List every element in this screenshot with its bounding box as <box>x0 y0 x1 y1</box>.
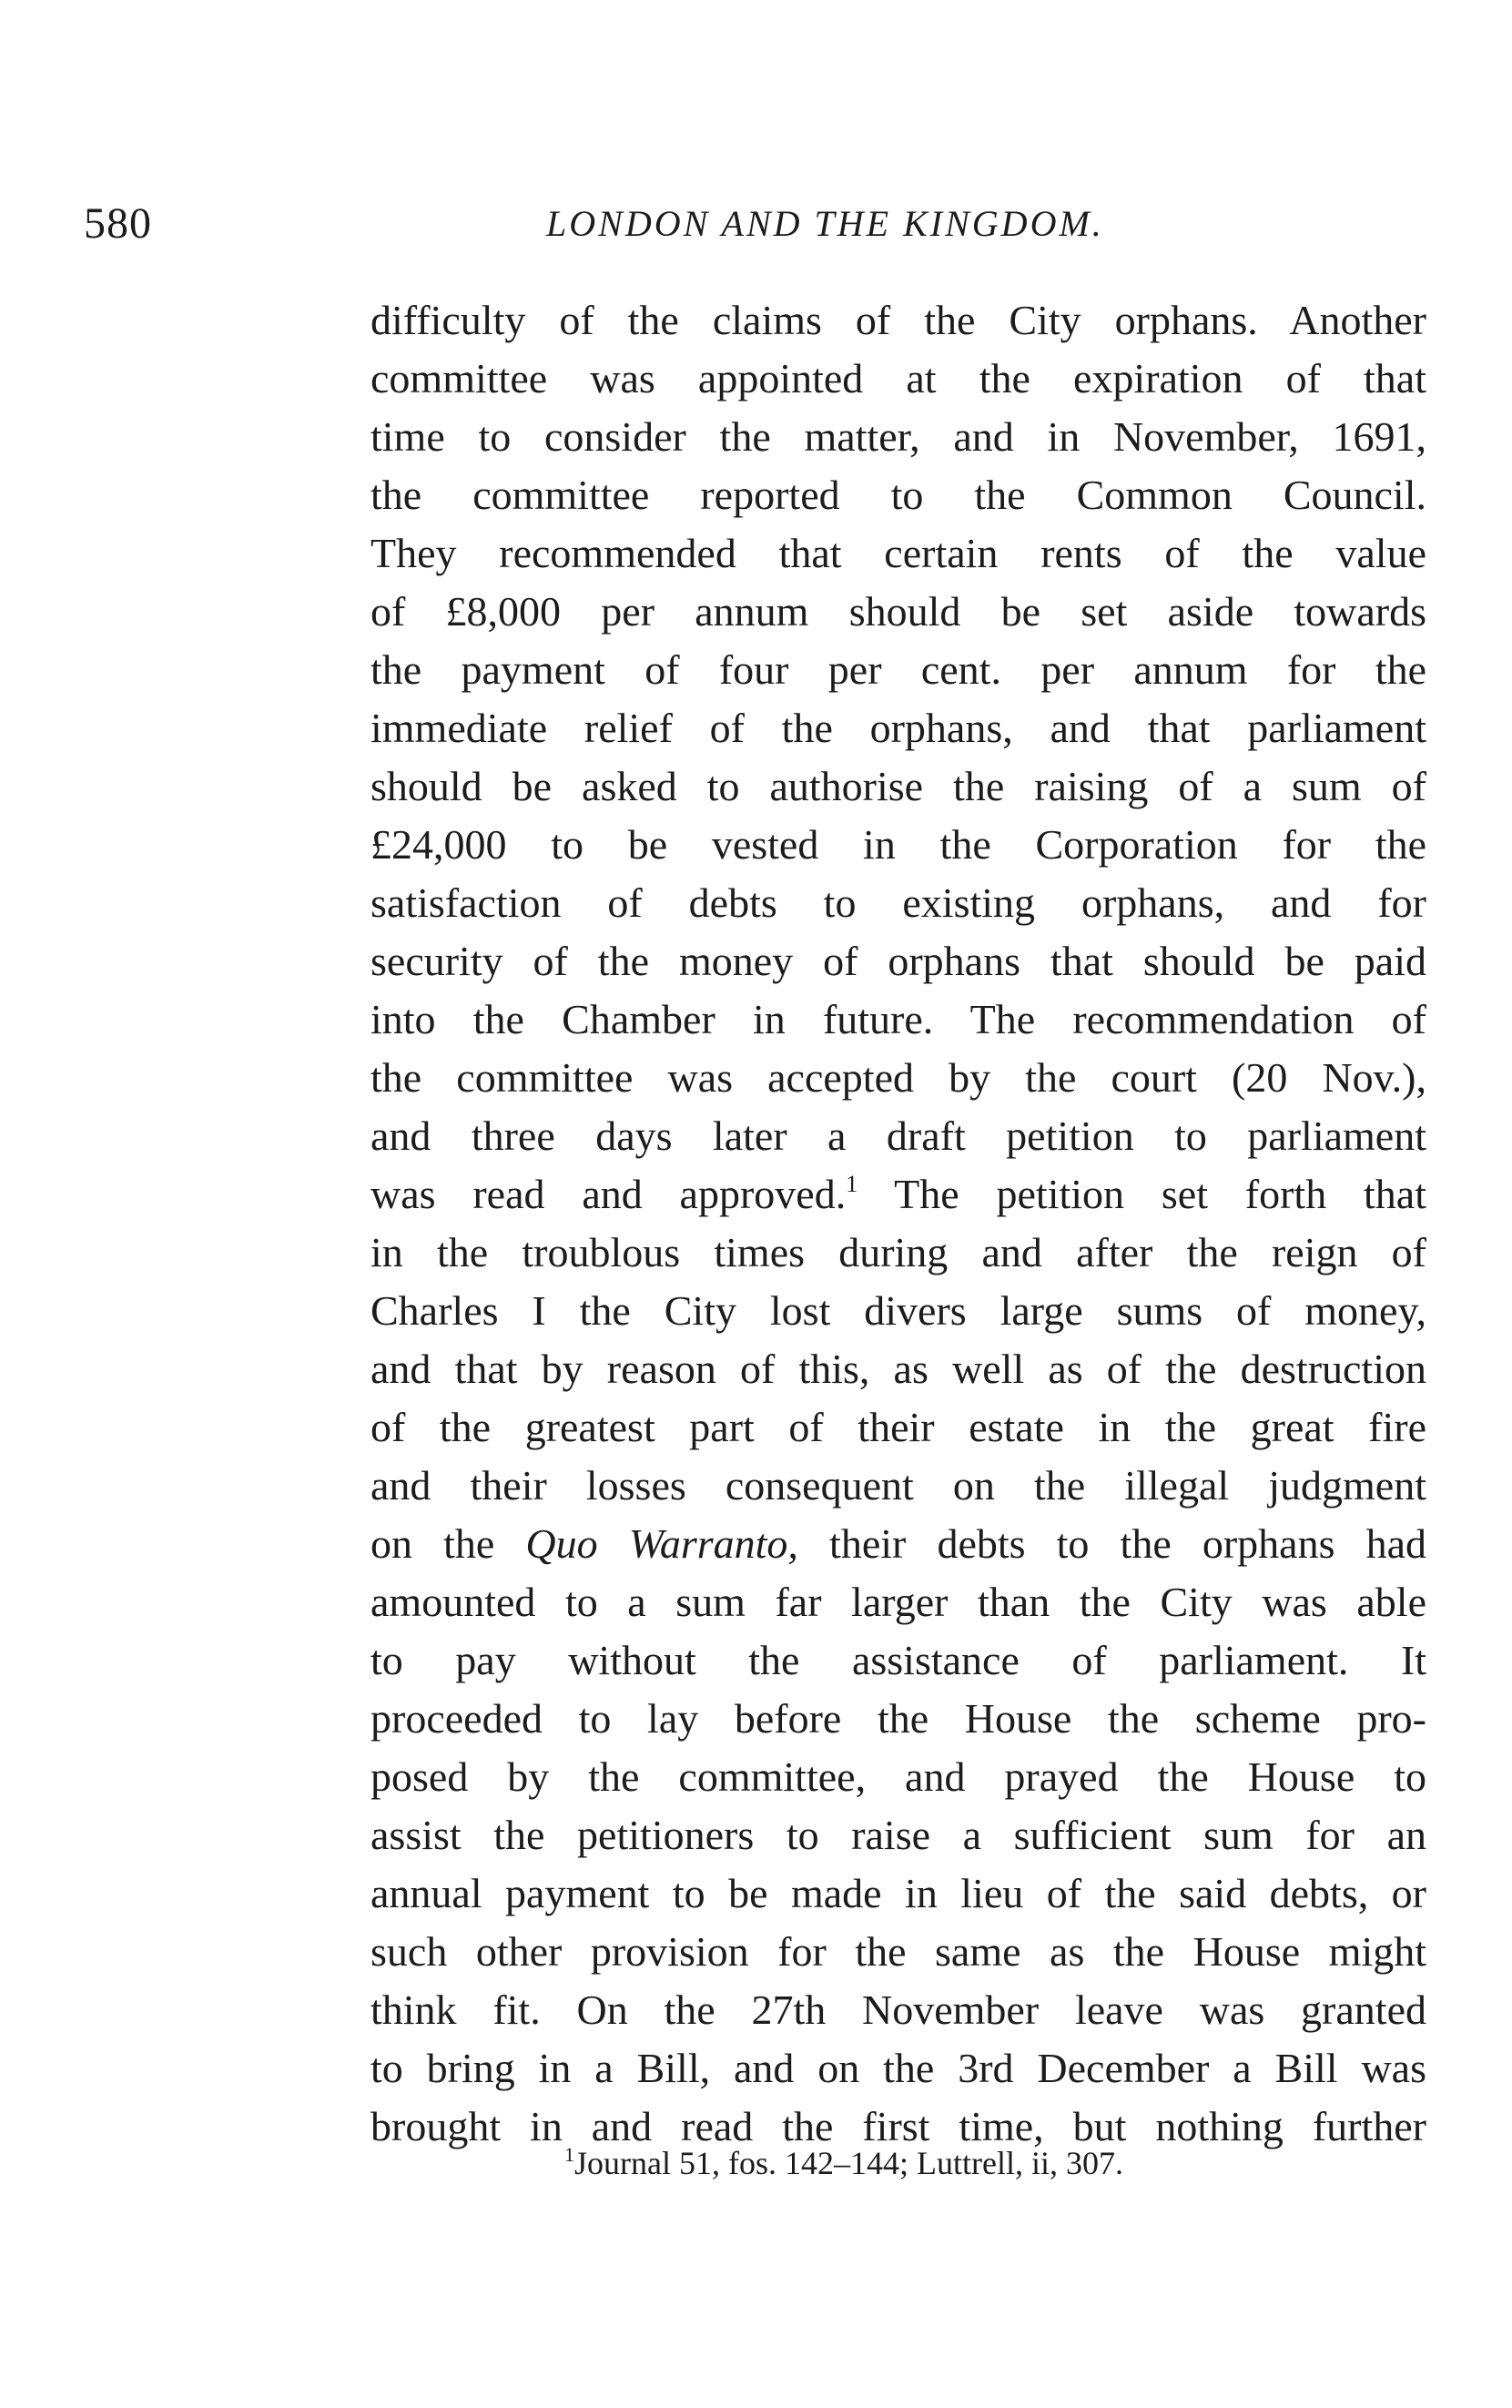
line-head: was read and approved. <box>370 1171 847 1217</box>
text-line: the committee was accepted by the court (20 Nov.), <box>370 1054 1426 1101</box>
text-line: proceeded to lay before the House the scheme pro- <box>370 1695 1426 1742</box>
footnote-reference[interactable]: 1 <box>846 1171 858 1197</box>
text-line: Charles I the City lost divers large sums of money, <box>370 1287 1426 1334</box>
text-line: and their losses consequent on the illegal judgment <box>370 1462 1426 1509</box>
running-title: LONDON AND THE KINGDOM. <box>546 203 1104 244</box>
text-line: They recommended that certain rents of the value <box>370 530 1426 576</box>
text-line: annual payment to be made in lieu of the said debts, or <box>370 1870 1426 1916</box>
text-line: of £8,000 per annum should be set aside towards <box>370 588 1426 635</box>
text-line: posed by the committee, and prayed the House to <box>370 1753 1426 1800</box>
footnote <box>564 2143 1123 2181</box>
text-line: to pay without the assistance of parliament. It <box>370 1637 1426 1683</box>
text-line: in the troublous times during and after the reign of <box>370 1229 1426 1275</box>
text-line: the committee reported to the Common Council. <box>370 472 1426 518</box>
line-tail: The petition set forth that <box>857 1171 1426 1217</box>
text-line: amounted to a sum far larger than the City was able <box>370 1579 1426 1625</box>
text-line: time to consider the matter, and in November, 1691, <box>370 413 1426 460</box>
body-text <box>370 291 1426 2156</box>
text-line: satisfaction of debts to existing orphans, and for <box>370 879 1426 926</box>
text-line-with-footnote-ref <box>370 1165 1426 1224</box>
text-line: into the Chamber in future. The recommendation of <box>370 996 1426 1042</box>
text-line: such other provision for the same as the House might <box>370 1928 1426 1975</box>
text-line: immediate relief of the orphans, and that parliament <box>370 705 1426 751</box>
text-line: the payment of four per cent. per annum for the <box>370 646 1426 693</box>
text-line: £24,000 to be vested in the Corporation for the <box>370 821 1426 868</box>
line-head: on the <box>370 1520 526 1567</box>
text-line-with-italic <box>370 1515 1426 1573</box>
text-line: difficulty of the claims of the City orphans. Another <box>370 297 1426 343</box>
text-line: should be asked to authorise the raising of a sum of <box>370 763 1426 809</box>
text-line: and three days later a draft petition to parliament <box>370 1113 1426 1159</box>
footnote-text: Journal 51, fos. 142–144; Luttrell, ii, 307. <box>574 2145 1123 2181</box>
text-line: to bring in a Bill, and on the 3rd December a Bill was <box>370 2045 1426 2091</box>
line-tail: their debts to the orphans had <box>797 1520 1426 1567</box>
page-number: 580 <box>84 199 152 248</box>
text-line: assist the petitioners to raise a sufficient sum for an <box>370 1812 1426 1858</box>
text-line: security of the money of orphans that should be paid <box>370 938 1426 984</box>
text-line: committee was appointed at the expiration of that <box>370 355 1426 401</box>
text-line: brought in and read the first time, but nothing further <box>370 2103 1426 2149</box>
text-line: think fit. On the 27th November leave was granted <box>370 1986 1426 2033</box>
italic-term: Quo Warranto, <box>525 1520 798 1567</box>
text-line: of the greatest part of their estate in the great fire <box>370 1404 1426 1450</box>
footnote-marker: 1 <box>564 2143 574 2166</box>
text-line: and that by reason of this, as well as of the destruction <box>370 1346 1426 1392</box>
